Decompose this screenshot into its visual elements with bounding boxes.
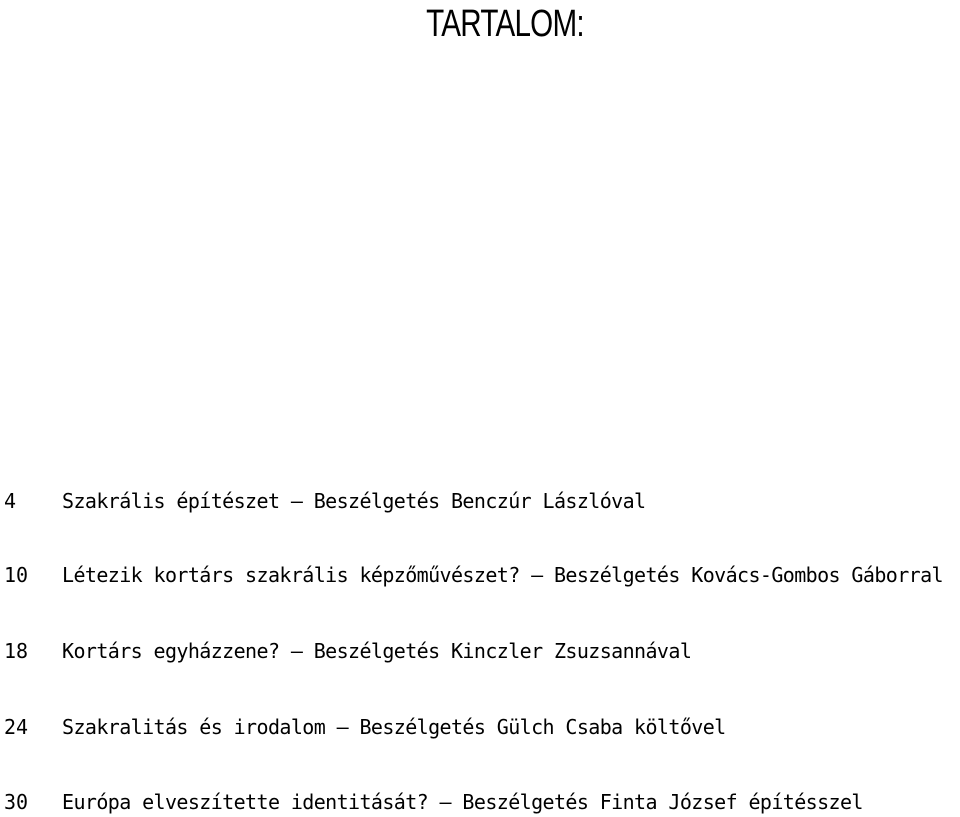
toc-entry-title: Szakralitás és irodalom – Beszélgetés Gülch Csaba költővel [62, 715, 726, 739]
toc-page-number: 10 [4, 563, 29, 587]
toc-page-number: 24 [4, 715, 29, 739]
toc-page-number: 18 [4, 639, 29, 663]
page-title: TARTALOM: [426, 3, 584, 45]
toc-page-number: 4 [4, 489, 17, 513]
toc-entry [0, 787, 960, 817]
toc-entry [0, 636, 960, 666]
toc-entry-title: Kortárs egyházzene? – Beszélgetés Kinczler Zsuzsannával [62, 639, 692, 663]
toc-entry [0, 486, 960, 516]
toc-entry [0, 560, 960, 590]
toc-page-number: 30 [4, 790, 29, 814]
toc-entry-title: Szakrális építészet – Beszélgetés Benczúr Lászlóval [62, 489, 646, 513]
toc-entry-title: Létezik kortárs szakrális képzőművészet? – Beszélgetés Kovács-Gombos Gáborral [62, 563, 943, 587]
toc-entry-title: Európa elveszítette identitását? – Beszélgetés Finta József építésszel [62, 790, 863, 814]
toc-entry [0, 712, 960, 742]
